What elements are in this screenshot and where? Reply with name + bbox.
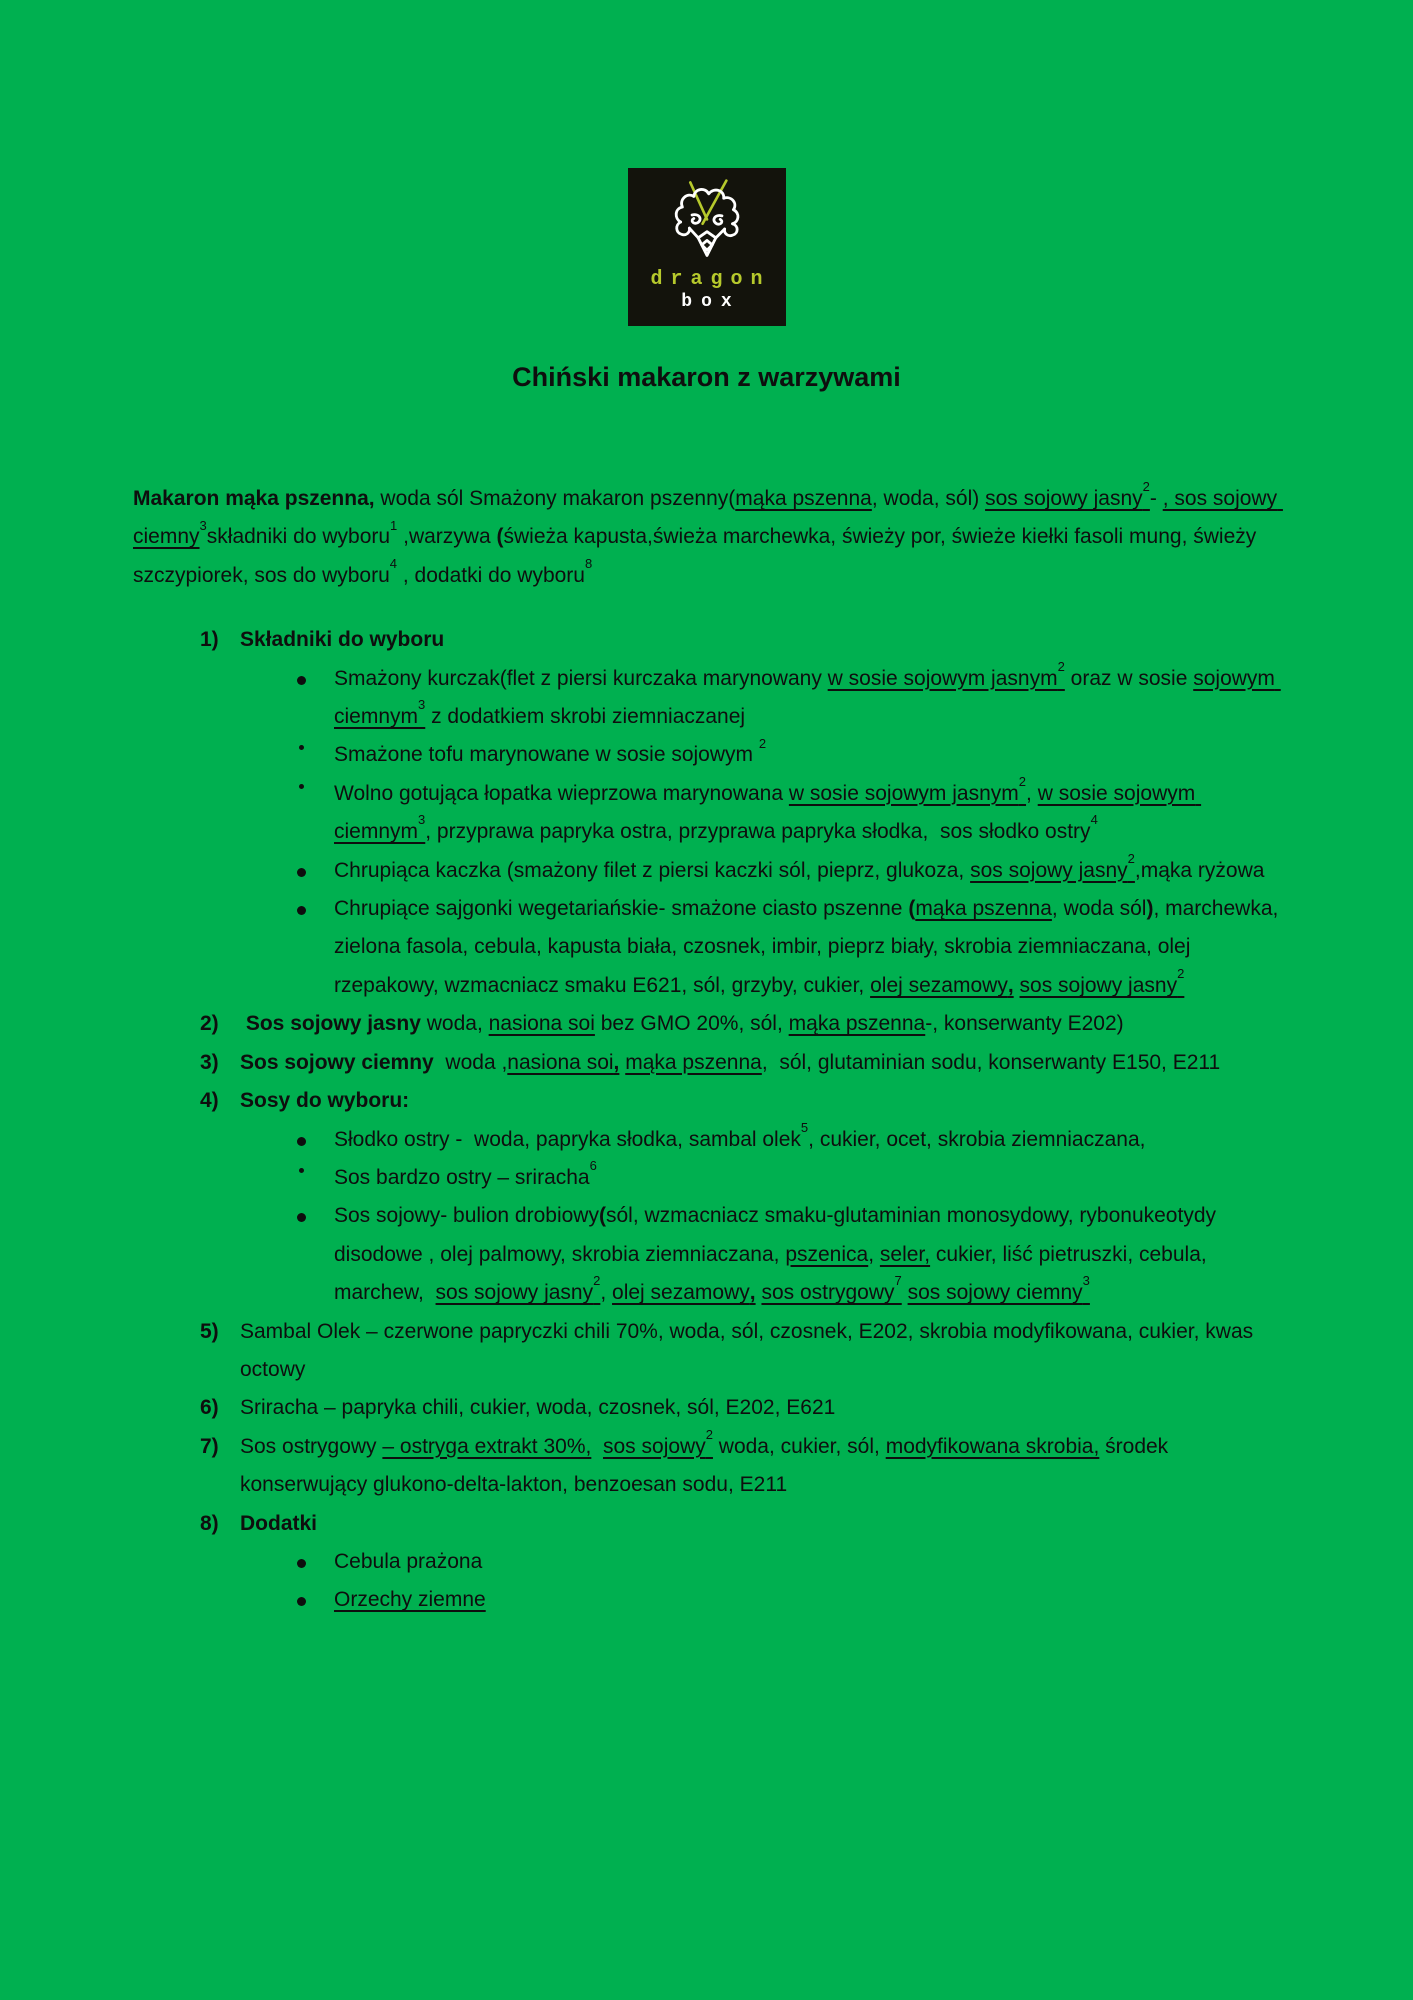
bullet-dot xyxy=(299,745,304,750)
item-number: 4) xyxy=(200,1089,219,1113)
footnote-superscript: 3 xyxy=(418,812,426,828)
text-segment: ,mąka ryżowa xyxy=(1134,858,1265,882)
text-segment: , xyxy=(600,1281,613,1305)
text-segment: Sos bardzo ostry – sriracha xyxy=(334,1165,590,1189)
text-segment: nasiona soi xyxy=(488,1012,595,1036)
text-segment: , sos sojowy ciemny xyxy=(133,487,1283,549)
item-number: 2) xyxy=(200,1012,219,1036)
list-item-5 xyxy=(133,1313,1280,1390)
text-segment: pszenica xyxy=(785,1242,869,1266)
item-number: 6) xyxy=(200,1396,219,1420)
bullet-dot xyxy=(299,1168,304,1173)
underlined-allergen-text xyxy=(1019,966,1185,997)
underlined-allergen-text xyxy=(603,1426,713,1458)
underlined-allergen-text xyxy=(334,1588,486,1611)
text-segment: Smażone tofu marynowane w sosie sojowym xyxy=(334,743,759,767)
text-segment: woda, cukier, sól, xyxy=(712,1434,886,1458)
text-segment: mąka pszenna xyxy=(788,1012,926,1036)
bullet-text xyxy=(334,1581,1280,1619)
footnote-superscript: 2 xyxy=(1142,479,1150,495)
text-segment: Orzechy ziemne xyxy=(334,1588,486,1612)
text-segment: mąka pszenna xyxy=(735,487,872,510)
item-text xyxy=(240,1428,1280,1505)
text-segment: bez GMO 20%, sól, xyxy=(594,1012,789,1036)
footnote-superscript: 2 xyxy=(1127,850,1135,866)
text-segment: , marchewka, zielona fasola, cebula, kapusta biała, czosnek, imbir, pieprz biały, skrobia ziemniaczana, olej rzepakowy, wzmacniacz smaku E621, sól, grzyby, cukier, xyxy=(334,897,1285,997)
bullet-text xyxy=(334,1197,1280,1312)
text-segment: , dodatki do wyboru xyxy=(397,563,585,587)
text-segment: środek konserwujący glukono-delta-lakton, benzoesan sodu, E211 xyxy=(240,1434,1175,1497)
underlined-allergen-text xyxy=(827,658,1065,690)
text-segment: woda, xyxy=(420,1012,489,1036)
text-segment: , woda sól xyxy=(1051,897,1147,921)
item-text xyxy=(240,1005,1280,1043)
bullet-item xyxy=(240,1159,1280,1197)
text-segment: modyfikowana skrobia, xyxy=(885,1434,1100,1458)
dragon-face-with-chopsticks-icon xyxy=(659,178,755,266)
underlined-allergen-text xyxy=(625,1051,762,1074)
item-number: 1) xyxy=(200,628,219,652)
text-segment: sos sojowy jasny xyxy=(1019,973,1178,997)
text-segment: sos sojowy jasny xyxy=(970,858,1128,882)
text-segment: Sos sojowy ciemny xyxy=(240,1050,434,1074)
underlined-allergen-text xyxy=(907,1273,1090,1305)
text-segment: – ostryga extrakt 30%, xyxy=(382,1434,592,1458)
footnote-superscript: 7 xyxy=(894,1273,902,1289)
text-segment: składniki do wyboru xyxy=(206,525,391,549)
text-segment: nasiona soi xyxy=(507,1050,614,1074)
underlined-allergen-text xyxy=(507,1051,619,1074)
text-segment: sos sojowy xyxy=(603,1434,706,1458)
text-segment: , przyprawa papryka ostra, przyprawa papryka słodka, sos słodko ostry xyxy=(425,820,1091,844)
footnote-superscript: 6 xyxy=(589,1158,597,1174)
footnote-superscript: 2 xyxy=(593,1273,601,1289)
list-item-1 xyxy=(133,621,1285,1005)
underlined-allergen-text xyxy=(970,850,1135,882)
item-number: 5) xyxy=(200,1319,219,1343)
text-segment: olej sezamowy xyxy=(870,973,1008,997)
bullet-item xyxy=(240,736,1280,774)
list-item-4 xyxy=(133,1082,1280,1312)
bullet-dot xyxy=(297,676,306,685)
bullet-text xyxy=(334,775,1280,852)
underlined-allergen-text xyxy=(915,897,1052,920)
bullet-text xyxy=(334,660,1280,737)
list-item-2 xyxy=(133,1005,1280,1043)
item-text xyxy=(240,1389,1280,1427)
text-segment: Makaron mąka pszenna, xyxy=(133,487,375,510)
text-segment: , xyxy=(613,1050,620,1074)
text-segment: olej sezamowy xyxy=(612,1281,750,1305)
bullet-item xyxy=(240,890,1285,1005)
list-item-8 xyxy=(133,1505,1280,1620)
bullet-dot xyxy=(297,1597,306,1606)
underlined-allergen-text xyxy=(886,1435,1100,1458)
text-segment: Sambal Olek – czerwone papryczki chili 70%, woda, sól, czosnek, E202, skrobia modyfikowana, cukier, kwas octowy xyxy=(240,1319,1259,1381)
text-segment: Sos ostrygowy xyxy=(240,1434,383,1458)
underlined-allergen-text xyxy=(880,1243,930,1266)
text-segment: świeża kapusta,świeża marchewka, świeży por, świeże kiełki fasoli mung, świeży szczypiorek, sos do wyboru xyxy=(133,525,1263,587)
document-content xyxy=(133,479,1285,1620)
list-item-7 xyxy=(133,1428,1280,1505)
bullet-item xyxy=(240,1197,1280,1312)
text-segment: sos sojowy jasny xyxy=(435,1281,594,1305)
underlined-allergen-text xyxy=(735,487,872,510)
footnote-superscript: 2 xyxy=(705,1426,713,1442)
bullet-item xyxy=(240,1581,1280,1619)
footnote-superscript: 2 xyxy=(1057,658,1065,674)
bullet-text xyxy=(334,1543,1280,1581)
bullet-text xyxy=(334,852,1280,890)
footnote-superscript: 3 xyxy=(199,517,207,533)
text-segment: sojowym ciemnym xyxy=(334,666,1281,729)
underlined-allergen-text xyxy=(985,479,1150,510)
bullet-item xyxy=(240,1121,1280,1159)
text-segment: w sosie sojowym ciemnym xyxy=(334,781,1202,844)
bullet-item xyxy=(240,775,1280,852)
bullet-item xyxy=(240,660,1280,737)
text-segment: mąka pszenna xyxy=(915,897,1052,921)
text-segment: woda sól Smażony makaron pszenny( xyxy=(374,487,736,510)
underlined-allergen-text xyxy=(612,1281,756,1304)
text-segment: , cukier, ocet, skrobia ziemniaczana, xyxy=(808,1127,1146,1151)
item-number: 7) xyxy=(200,1434,219,1458)
underlined-allergen-text xyxy=(435,1273,601,1305)
text-segment: Sosy do wyboru: xyxy=(240,1089,410,1113)
underlined-allergen-text xyxy=(489,1012,595,1035)
bullet-dot xyxy=(297,1137,306,1146)
text-segment: - xyxy=(1149,487,1163,510)
text-segment: Chrupiące sajgonki wegetariańskie- smażone ciasto pszenne xyxy=(334,897,909,921)
text-segment: mąka pszenna xyxy=(625,1050,762,1074)
brand-name-dragon: dragon xyxy=(650,268,771,291)
ingredient-list xyxy=(133,621,1285,1620)
text-segment: seler, xyxy=(879,1242,931,1266)
text-segment: , xyxy=(1007,973,1014,997)
text-segment: Wolno gotująca łopatka wieprzowa marynowana xyxy=(334,781,789,805)
dragon-box-logo xyxy=(628,168,786,326)
bullet-text xyxy=(334,1121,1280,1159)
page-title: Chiński makaron z warzywami xyxy=(512,362,901,392)
intro-paragraph xyxy=(133,479,1283,595)
bullet-dot xyxy=(297,1213,306,1222)
bullet-text xyxy=(334,736,1280,774)
bullet-dot xyxy=(299,784,304,789)
underlined-allergen-text xyxy=(785,1243,868,1266)
text-segment: cukier, liść pietruszki, cebula, marchew, xyxy=(334,1242,1213,1305)
footnote-superscript: 5 xyxy=(800,1119,809,1135)
text-segment: Chrupiąca kaczka (smażony filet z piersi kaczki sól, pieprz, glukoza, xyxy=(334,858,971,882)
item-text xyxy=(240,1313,1280,1390)
text-segment: z dodatkiem skrobi ziemniaczanej xyxy=(425,705,746,729)
text-segment: , xyxy=(1026,781,1038,805)
text-segment: Cebula prażona xyxy=(334,1549,483,1573)
text-segment: sos sojowy jasny xyxy=(985,487,1143,510)
text-segment: w sosie sojowym jasnym xyxy=(788,781,1019,805)
text-segment: , sól, glutaminian sodu, konserwanty E150, E211 xyxy=(761,1050,1221,1074)
text-segment: ( xyxy=(496,525,504,549)
list-item-6 xyxy=(133,1389,1280,1427)
text-segment: Smażony kurczak(flet z piersi kurczaka marynowany xyxy=(334,666,828,690)
bullet-item xyxy=(240,852,1280,890)
footnote-superscript: 8 xyxy=(584,555,593,571)
footnote-superscript: 2 xyxy=(1177,966,1185,982)
item-text xyxy=(240,621,1280,659)
footnote-superscript: 1 xyxy=(390,517,398,533)
bullet-item xyxy=(240,1543,1280,1581)
item-text xyxy=(240,1082,1280,1120)
bullet-dot xyxy=(297,868,306,877)
text-segment: Sos sojowy- bulion drobiowy xyxy=(334,1204,599,1228)
text-segment: sos sojowy ciemny xyxy=(907,1281,1083,1305)
bullet-text xyxy=(334,890,1285,1005)
text-segment: Sos sojowy jasny xyxy=(240,1012,421,1036)
text-segment: oraz w sosie xyxy=(1064,666,1194,690)
footnote-superscript: 4 xyxy=(1090,812,1098,828)
item-number: 3) xyxy=(200,1050,219,1074)
underlined-allergen-text xyxy=(788,774,1027,805)
text-segment: Składniki do wyboru xyxy=(240,628,445,652)
text-segment: sól, wzmacniacz smaku-glutaminian monosydowy, rybonukeotydy disodowe , olej palmowy, skrobia ziemniaczana, xyxy=(334,1204,1222,1266)
bullet-dot xyxy=(297,1559,306,1568)
text-segment: -, konserwanty E202) xyxy=(925,1012,1124,1036)
list-item-3 xyxy=(133,1044,1280,1082)
item-text xyxy=(240,1044,1280,1082)
footnote-superscript: 2 xyxy=(758,735,767,751)
underlined-allergen-text xyxy=(761,1273,902,1305)
text-segment: Dodatki xyxy=(240,1511,318,1535)
text-segment: ( xyxy=(908,897,916,921)
underlined-allergen-text xyxy=(382,1435,591,1458)
text-segment: ,warzywa xyxy=(397,525,497,549)
text-segment: , woda, sól) xyxy=(871,487,986,510)
bullet-dot xyxy=(297,906,306,915)
text-segment: woda , xyxy=(433,1050,508,1074)
text-segment xyxy=(591,1435,603,1458)
text-segment: , xyxy=(868,1242,880,1266)
text-segment: ) xyxy=(1146,897,1154,921)
brand-name-box: box xyxy=(681,292,741,312)
footnote-superscript: 3 xyxy=(418,697,426,713)
text-segment: Sriracha – papryka chili, cukier, woda, czosnek, sól, E202, E621 xyxy=(240,1396,836,1420)
footnote-superscript: 3 xyxy=(1082,1273,1090,1289)
text-segment: Słodko ostry - woda, papryka słodka, sambal olek xyxy=(334,1127,801,1151)
item-number: 8) xyxy=(200,1511,219,1535)
text-segment: w sosie sojowym jasnym xyxy=(827,666,1058,690)
item-text xyxy=(240,1505,1280,1543)
text-segment: , xyxy=(749,1281,756,1305)
underlined-allergen-text xyxy=(789,1012,926,1035)
text-segment: sos ostrygowy xyxy=(761,1281,895,1305)
underlined-allergen-text xyxy=(870,974,1014,997)
text-segment: ( xyxy=(598,1204,606,1228)
footnote-superscript: 4 xyxy=(389,555,398,571)
footnote-superscript: 2 xyxy=(1018,774,1027,789)
bullet-text xyxy=(334,1159,1280,1197)
